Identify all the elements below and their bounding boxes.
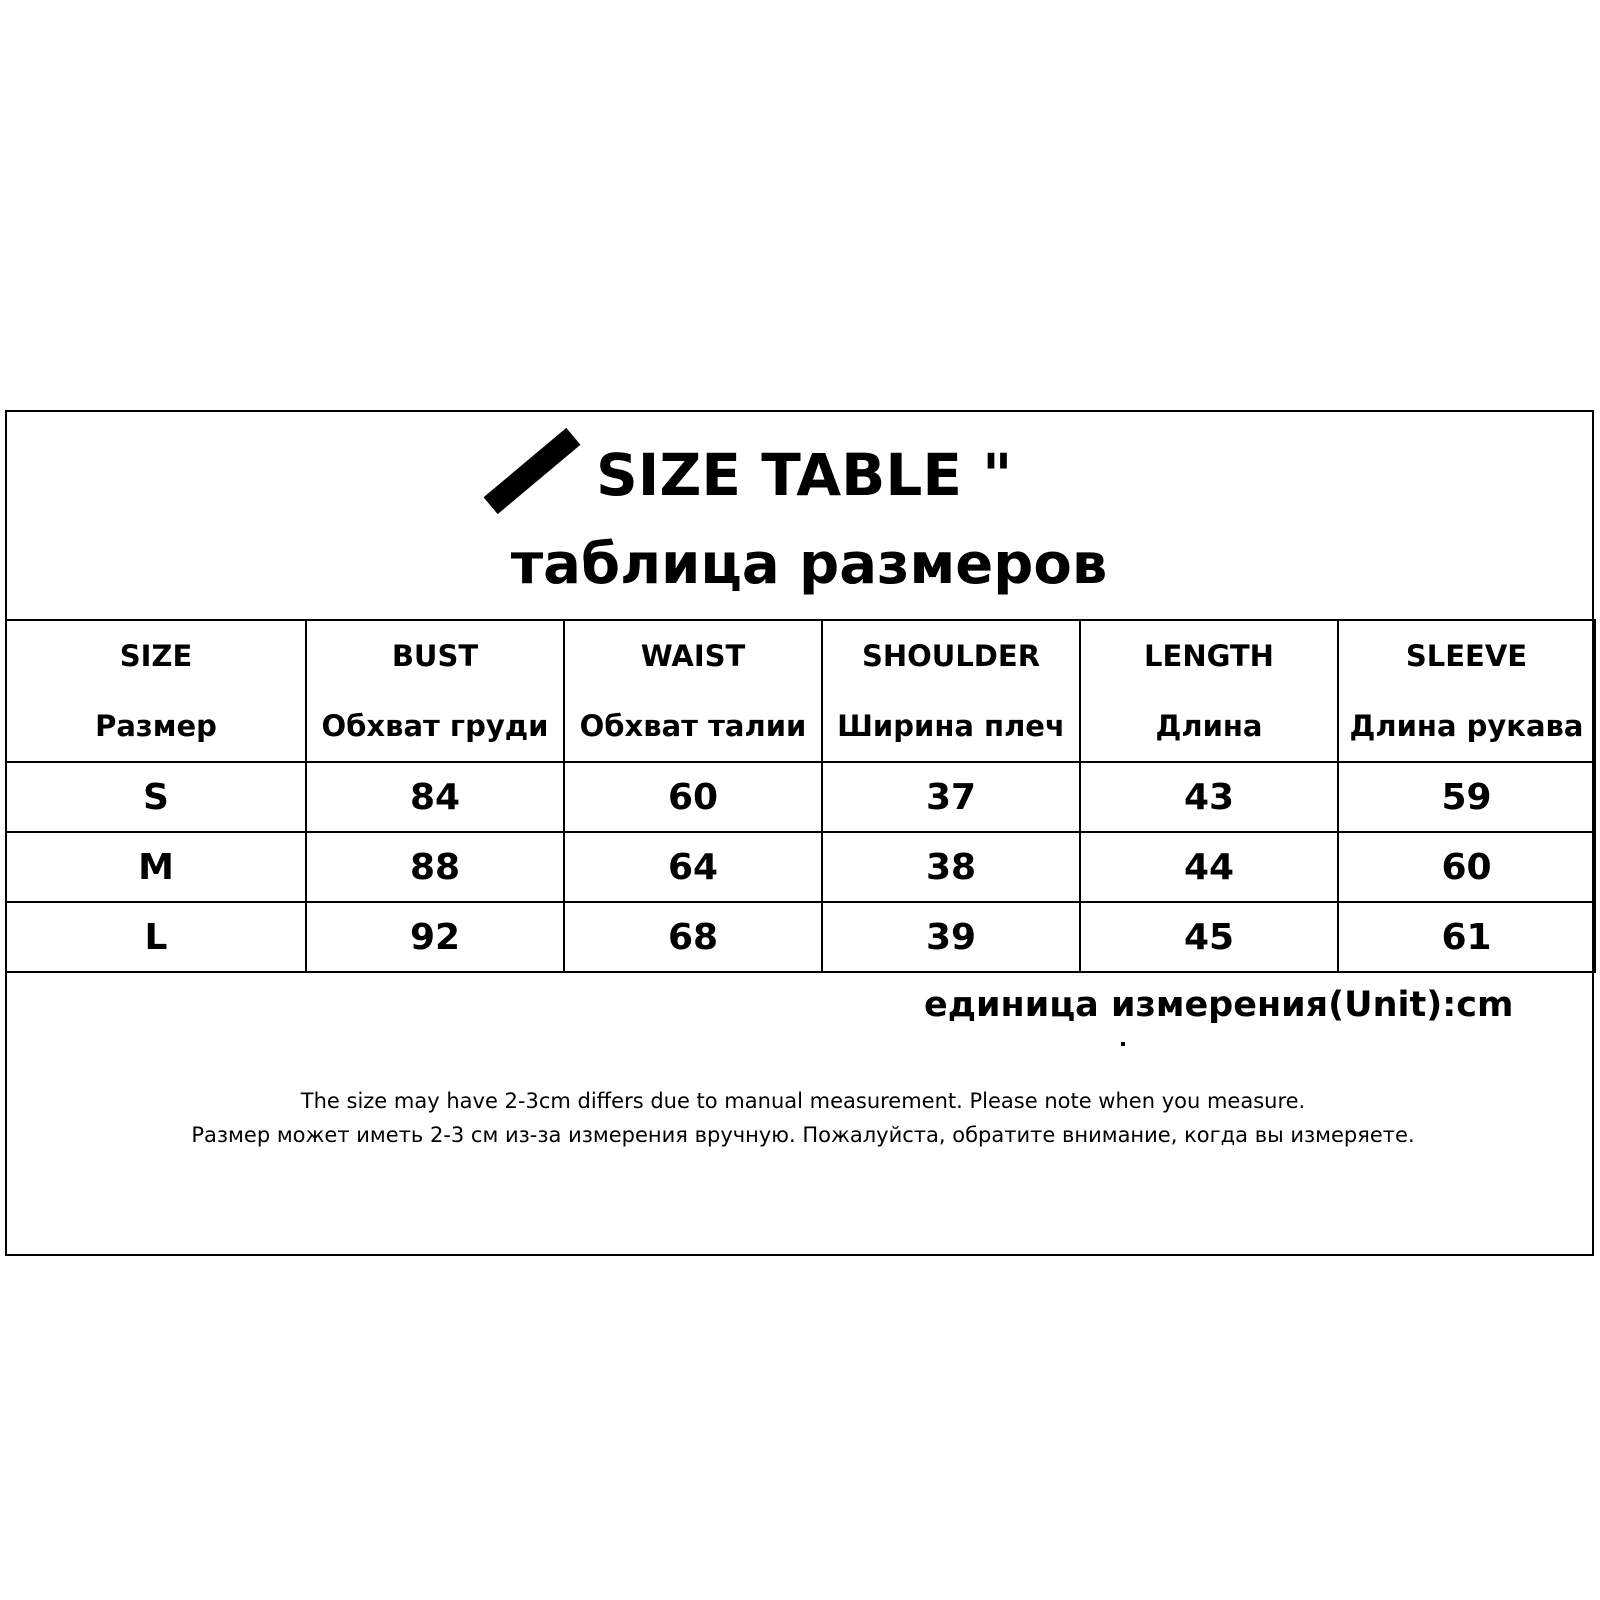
column-header-en: LENGTH	[1144, 639, 1274, 673]
table-cell-bust: 88	[306, 832, 564, 902]
column-header-en: SIZE	[119, 639, 193, 673]
table-cell-sleeve: 61	[1338, 902, 1595, 972]
column-header-size	[6, 620, 306, 762]
column-header-en: BUST	[391, 639, 479, 673]
column-header-ru: Длина рукава	[1349, 709, 1584, 743]
column-header-ru: Ширина плеч	[837, 709, 1065, 743]
table-cell-size: L	[6, 902, 306, 972]
table-cell-length: 45	[1080, 902, 1338, 972]
column-header-ru: Обхват груди	[321, 709, 549, 743]
table-cell-length: 43	[1080, 762, 1338, 832]
stray-dot	[1121, 1042, 1125, 1046]
column-header-en: WAIST	[640, 639, 746, 673]
table-cell-shoulder: 38	[822, 832, 1080, 902]
column-header-en: SHOULDER	[861, 639, 1041, 673]
disclaimer-english: The size may have 2-3cm differs due to manual measurement. Please note when you measure.	[300, 1089, 1306, 1113]
table-cell-bust: 84	[306, 762, 564, 832]
column-header-waist	[564, 620, 822, 762]
page-subtitle: таблица размеров	[510, 532, 1108, 597]
table-row	[6, 762, 1595, 832]
table-cell-shoulder: 39	[822, 902, 1080, 972]
page-title: SIZE TABLE "	[596, 441, 1013, 509]
table-cell-shoulder: 37	[822, 762, 1080, 832]
column-header-shoulder	[822, 620, 1080, 762]
table-header-row	[6, 620, 1595, 762]
table-cell-waist: 60	[564, 762, 822, 832]
column-header-sleeve	[1338, 620, 1595, 762]
column-header-length	[1080, 620, 1338, 762]
table-cell-waist: 64	[564, 832, 822, 902]
disclaimer-russian: Размер может иметь 2-3 см из-за измерения вручную. Пожалуйста, обратите внимание, когда вы измеряете.	[191, 1123, 1415, 1147]
column-header-ru: Длина	[1155, 709, 1263, 743]
table-cell-sleeve: 60	[1338, 832, 1595, 902]
column-header-bust	[306, 620, 564, 762]
size-table	[5, 619, 1596, 973]
table-cell-size: S	[6, 762, 306, 832]
table-cell-sleeve: 59	[1338, 762, 1595, 832]
column-header-en: SLEEVE	[1405, 639, 1528, 673]
table-cell-waist: 68	[564, 902, 822, 972]
column-header-ru: Размер	[95, 709, 217, 743]
unit-note: единица измерения(Unit):cm	[924, 985, 1514, 1025]
table-cell-bust: 92	[306, 902, 564, 972]
table-cell-length: 44	[1080, 832, 1338, 902]
table-row	[6, 902, 1595, 972]
table-cell-size: M	[6, 832, 306, 902]
table-row	[6, 832, 1595, 902]
column-header-ru: Обхват талии	[579, 709, 807, 743]
